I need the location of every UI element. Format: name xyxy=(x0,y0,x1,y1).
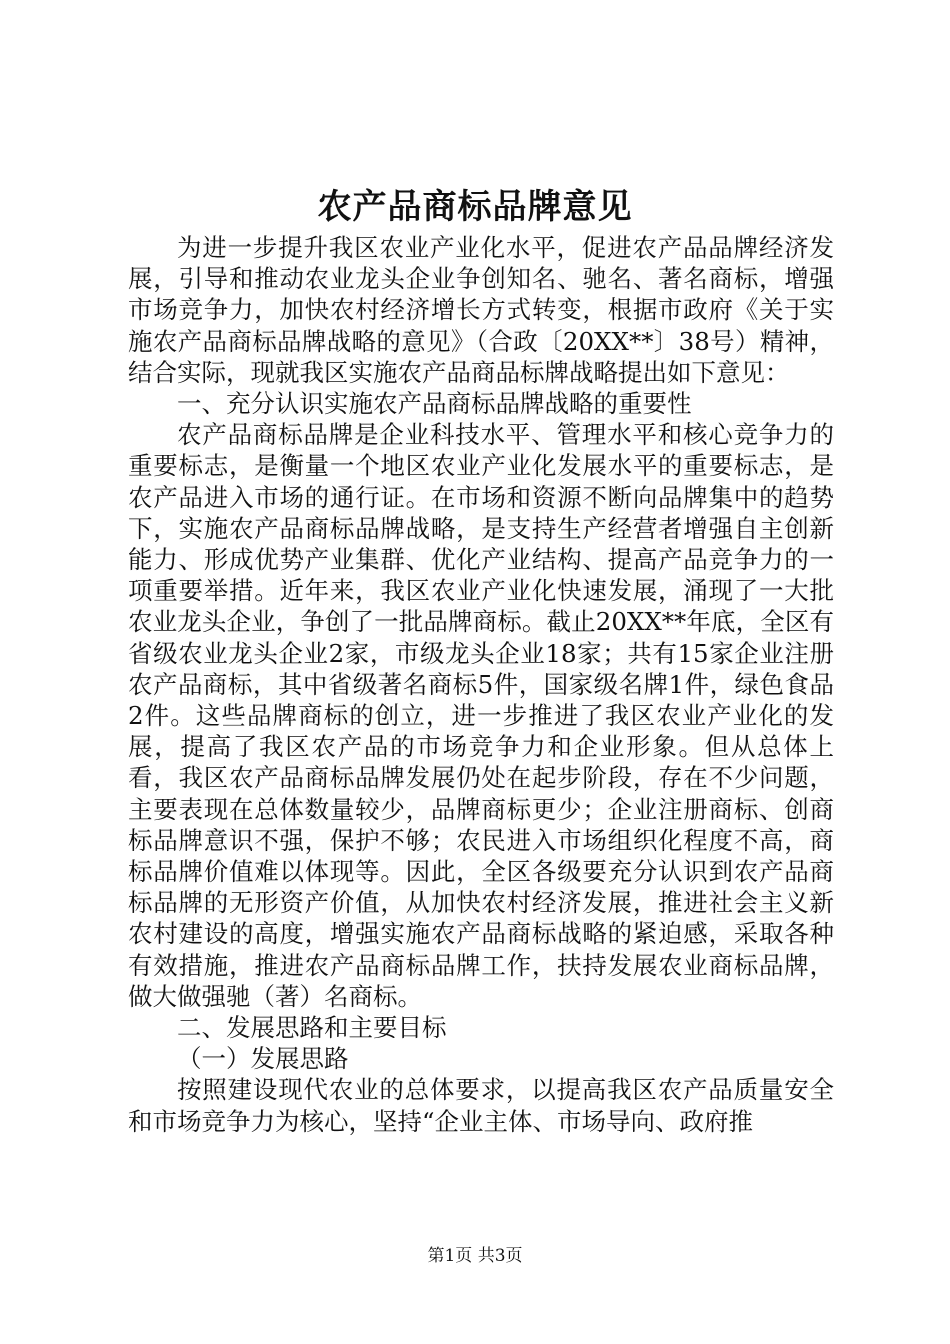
paragraph-section-1: 农产品商标品牌是企业科技水平、管理水平和核心竞争力的重要标志，是衡量一个地区农业产业化发展水平的重要标志，是农产品进入市场的通行证。在市场和资源不断向品牌集中的趋势下，实施农产品商标品牌战略，是支持生产经营者增强自主创新能力、形成优势产业集群、优化产业结构、提高产品竞争力的一项重要举措。近年来，我区农业产业化快速发展，涌现了一大批农业龙头企业，争创了一批品牌商标。截止20XX**年底，全区有省级农业龙头企业2家，市级龙头企业18家；共有15家企业注册农产品商标，其中省级著名商标5件，国家级名牌1件，绿色食品2件。这些品牌商标的创立，进一步推进了我区农业产业化的发展，提高了我区农产品的市场竞争力和企业形象。但从总体上看，我区农产品商标品牌发展仍处在起步阶段，存在不少问题，主要表现在总体数量较少，品牌商标更少；企业注册商标、创商标品牌意识不强，保护不够；农民进入市场组织化程度不高，商标品牌价值难以体现等。因此，全区各级要充分认识到农产品商标品牌的无形资产价值，从加快农村经济发展，推进社会主义新农村建设的高度，增强实施农产品商标战略的紧迫感，采取各种有效措施，推进农产品商标品牌工作，扶持发展农业商标品牌，做大做强驰（著）名商标。 xyxy=(128,420,834,1011)
section-heading-1: 一、充分认识实施农产品商标品牌战略的重要性 xyxy=(177,389,692,419)
subsection-heading-1: （一）发展思路 xyxy=(177,1044,349,1074)
paragraph-intro: 为进一步提升我区农业产业化水平，促进农产品品牌经济发展，引导和推动农业龙头企业争创知名、驰名、著名商标，增强市场竞争力，加快农村经济增长方式转变，根据市政府《关于实施农产品商标品牌战略的意见》（合政〔20XX**〕38号）精神，结合实际，现就我区实施农产品商品标牌战略提出如下意见： xyxy=(128,233,834,387)
section-heading-2: 二、发展思路和主要目标 xyxy=(177,1013,447,1043)
document-title: 农产品商标品牌意见 xyxy=(317,187,633,227)
page-number-footer: 第1页 共3页 xyxy=(427,1246,523,1266)
document-body xyxy=(128,232,834,1137)
paragraph-development-idea: 按照建设现代农业的总体要求，以提高我区农产品质量安全和市场竞争力为核心，坚持“企业主体、市场导向、政府推 xyxy=(128,1075,834,1136)
